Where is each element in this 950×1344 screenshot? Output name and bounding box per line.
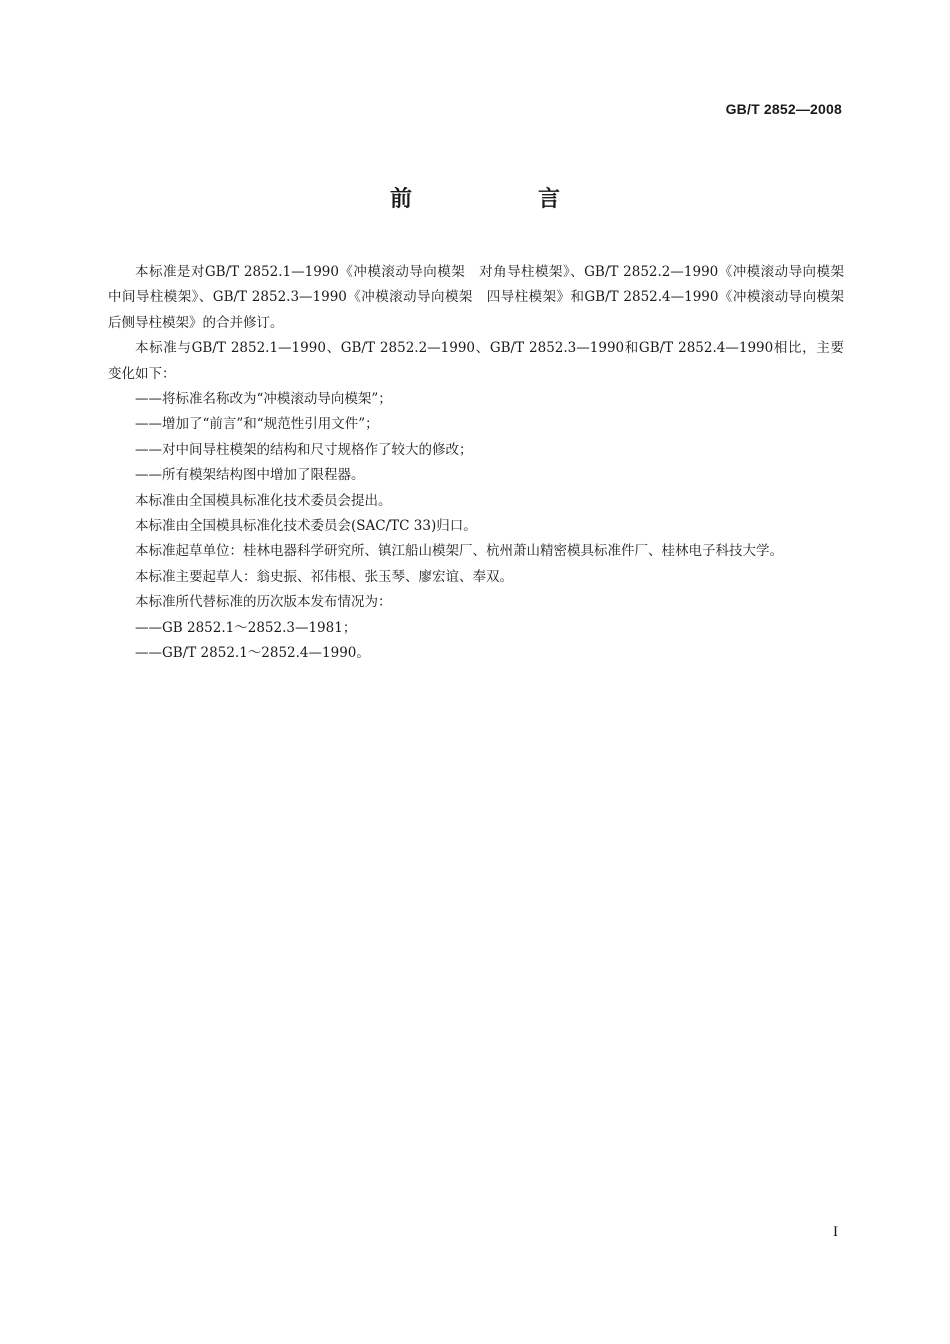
replaced-edition-1990: ——GB/T 2852.1～2852.4—1990。 [135, 645, 370, 662]
change-item-rename: ——将标准名称改为“冲模滚动导向模架”； [135, 391, 392, 408]
paragraph-revision-scope: 本标准是对GB/T 2852.1—1990《冲模滚动导向模架 对角导柱模架》、GB/T 2852.2—1990《冲模滚动导向模架 中间导柱模架》、GB/T 2852.3—1990《冲模滚动导向模架 四导柱模架》和GB/T 2852.4—1990《冲模滚动导向模架 后侧导柱模架》的合并修订。 [108, 264, 858, 331]
paragraph-replaced-editions: 本标准所代替标准的历次版本发布情况为： [135, 594, 392, 611]
paragraph-drafting-units: 本标准起草单位：桂林电器科学研究所、镇江船山模架厂、杭州萧山精密模具标准件厂、桂林电子科技大学。 [135, 543, 783, 560]
paragraph-under-jurisdiction: 本标准由全国模具标准化技术委员会(SAC/TC 33)归口。 [135, 518, 477, 535]
page-number: I [833, 1224, 838, 1240]
change-item-stroke-limiter: ——所有模架结构图中增加了限程器。 [135, 467, 365, 484]
page-title: 前 言 [389, 187, 612, 212]
replaced-edition-1981: ——GB 2852.1～2852.3—1981； [135, 619, 357, 636]
paragraph-changes-intro: 本标准与GB/T 2852.1—1990、GB/T 2852.2—1990、GB/T 2852.3—1990和GB/T 2852.4—1990相比，主要变化如下： [108, 340, 844, 382]
paragraph-drafters: 本标准主要起草人：翁史振、祁伟根、张玉琴、廖宏谊、奉双。 [135, 568, 513, 585]
standard-code: GB/T 2852—2008 [725, 101, 842, 117]
foreword-body [108, 260, 858, 667]
paragraph-proposed-by: 本标准由全国模具标准化技术委员会提出。 [135, 492, 392, 509]
change-item-foreword-references: ——增加了“前言”和“规范性引用文件”； [135, 416, 379, 433]
change-item-middle-guide-post: ——对中间导柱模架的结构和尺寸规格作了较大的修改； [135, 441, 473, 458]
